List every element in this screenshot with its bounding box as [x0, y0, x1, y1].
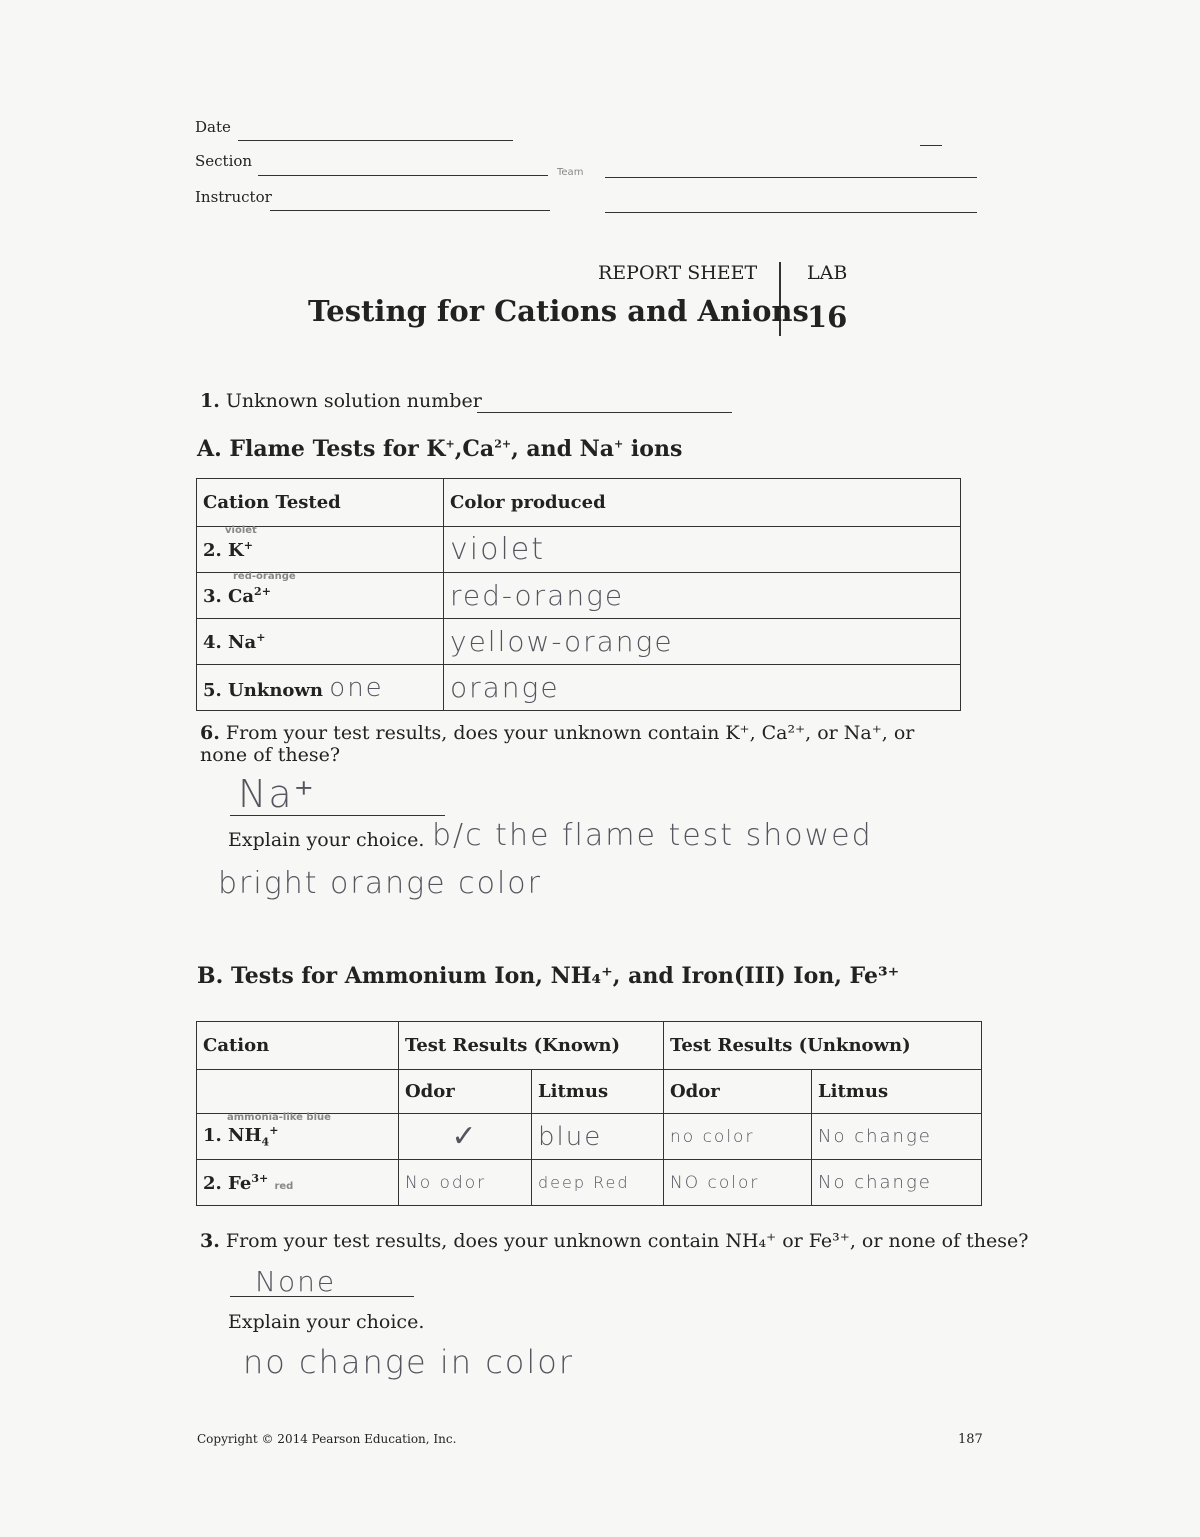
- explain-label-b: Explain your choice.: [228, 1311, 425, 1333]
- row-label: 5. Unknown: [203, 679, 323, 701]
- color-cell[interactable]: red-orange: [444, 573, 961, 619]
- instructor-field[interactable]: [270, 210, 550, 211]
- handwritten-note: red: [274, 1180, 294, 1192]
- col-known: Test Results (Known): [399, 1022, 664, 1070]
- col-unknown: Test Results (Unknown): [664, 1022, 982, 1070]
- team-label: Team: [557, 167, 584, 178]
- instructor-label: Instructor: [195, 188, 272, 206]
- table-row: 4. Na+ yellow-orange: [197, 619, 961, 665]
- section-a-title-mid: , and Na: [511, 436, 615, 462]
- col-known-litmus: Litmus: [532, 1070, 664, 1114]
- section-a-title-pre: Flame Tests for K: [229, 436, 446, 462]
- unknown-litmus-cell[interactable]: No change: [812, 1114, 982, 1160]
- page-title: Testing for Cations and Anions: [308, 294, 809, 328]
- unknown-odor-cell[interactable]: no color: [664, 1114, 812, 1160]
- team-field[interactable]: [605, 177, 977, 178]
- row-label: 1. NH: [203, 1125, 262, 1147]
- explain-answer-a-1[interactable]: b/c the flame test showed: [432, 818, 873, 853]
- col-cation-tested: Cation Tested: [197, 479, 444, 527]
- q6-answer-line: [230, 815, 445, 816]
- color-cell[interactable]: orange: [444, 665, 961, 711]
- q1-row: [200, 390, 482, 412]
- handwritten-note: red-orange: [233, 571, 296, 582]
- q1-text: Unknown solution number: [225, 390, 482, 412]
- q1-number: 1.: [200, 390, 220, 412]
- q6-answer[interactable]: Na⁺: [238, 772, 316, 816]
- explain-label-a: Explain your choice.: [228, 829, 425, 851]
- table-row: 1. $NH_4^+$ ammonia-like blue ✓ blue no color No change: [197, 1114, 982, 1160]
- date-label: Date: [195, 118, 231, 136]
- unknown-number-field[interactable]: [477, 412, 732, 413]
- table-row: 3. $Ca^{2+}$ red-orange red-orange: [197, 573, 961, 619]
- explain-answer-a-2[interactable]: bright orange color: [218, 866, 542, 901]
- lab-label: LAB: [807, 262, 848, 284]
- ion-test-table: [196, 1021, 982, 1206]
- q6-row: [200, 722, 965, 766]
- unknown-odor-cell[interactable]: NO color: [664, 1160, 812, 1206]
- row-label: 3. Ca: [203, 585, 255, 607]
- q3-answer-line: [230, 1296, 414, 1297]
- q3-answer[interactable]: None: [255, 1265, 337, 1298]
- corner-mark: [920, 145, 942, 146]
- row-label: 2. K: [203, 539, 244, 561]
- color-cell[interactable]: violet: [444, 527, 961, 573]
- q3-row: [200, 1230, 1028, 1252]
- section-a-title-post: ions: [623, 436, 683, 462]
- handwritten-note: violet: [225, 525, 257, 536]
- section-b-title: Tests for Ammonium Ion, NH₄⁺, and Iron(III) Ion, Fe³⁺: [230, 963, 900, 989]
- section-field[interactable]: [258, 175, 548, 176]
- row-label: 4. Na: [203, 631, 257, 653]
- col-unknown-litmus: Litmus: [812, 1070, 982, 1114]
- page-number: 187: [958, 1432, 983, 1447]
- extra-field[interactable]: [605, 212, 977, 213]
- row-label: 2. Fe: [203, 1172, 252, 1194]
- unknown-litmus-cell[interactable]: No change: [812, 1160, 982, 1206]
- col-cation: Cation: [197, 1022, 399, 1070]
- col-color-produced: Color produced: [444, 479, 961, 527]
- section-a-letter: A.: [197, 436, 222, 462]
- q6-text: From your test results, does your unknown contain K⁺, Ca²⁺, or Na⁺, or none of these?: [200, 722, 915, 766]
- known-odor-cell[interactable]: ✓: [399, 1114, 532, 1160]
- q3-text: From your test results, does your unknown contain NH₄⁺ or Fe³⁺, or none of these?: [225, 1230, 1029, 1252]
- lab-number: 16: [807, 300, 848, 334]
- copyright: Copyright © 2014 Pearson Education, Inc.: [197, 1432, 457, 1446]
- known-litmus-cell[interactable]: blue: [532, 1114, 664, 1160]
- table-row: 2. $Fe^{3+}$ red No odor deep Red NO color No change: [197, 1160, 982, 1206]
- known-odor-cell[interactable]: No odor: [399, 1160, 532, 1206]
- section-b-heading: [197, 963, 899, 989]
- known-litmus-cell[interactable]: deep Red: [532, 1160, 664, 1206]
- color-cell[interactable]: yellow-orange: [444, 619, 961, 665]
- date-field[interactable]: [238, 140, 513, 141]
- handwritten-note: ammonia-like blue: [227, 1112, 331, 1123]
- flame-test-table: [196, 478, 961, 711]
- q3-number: 3.: [200, 1230, 220, 1252]
- report-sheet-label: REPORT SHEET: [598, 262, 758, 284]
- table-row: 2. K+ violet violet: [197, 527, 961, 573]
- col-known-odor: Odor: [399, 1070, 532, 1114]
- unknown-id[interactable]: one: [329, 672, 384, 703]
- section-b-letter: B.: [197, 963, 224, 989]
- q6-number: 6.: [200, 722, 220, 744]
- section-label: Section: [195, 152, 253, 170]
- table-row: [197, 665, 961, 711]
- section-a-heading: A. Flame Tests for $K^+,Ca^{2+}$, and Na+ ions: [197, 436, 683, 462]
- col-unknown-odor: Odor: [664, 1070, 812, 1114]
- explain-answer-b[interactable]: no change in color: [243, 1343, 574, 1381]
